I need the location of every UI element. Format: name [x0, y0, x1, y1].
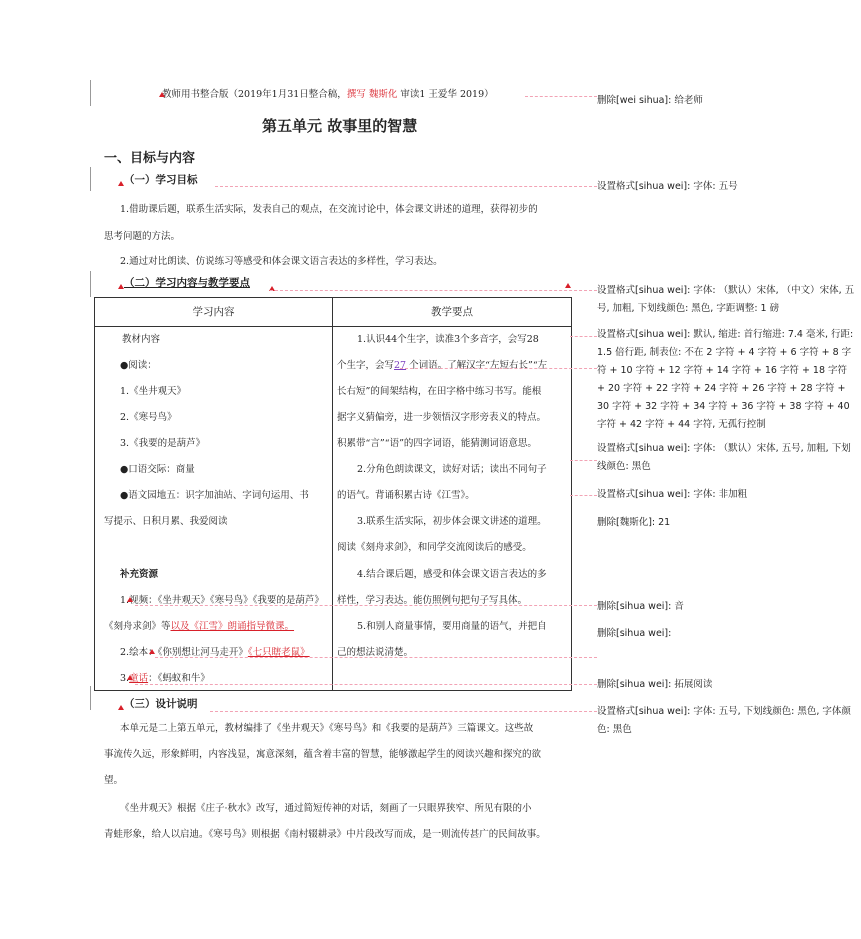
list-label: 视频 [129, 595, 149, 606]
paragraph: 《坐井观天》根据《庄子·秋水》改写，通过简短传神的对话，刻画了一只眼界狭窄、所见有限的小 [120, 803, 532, 814]
table-divider [95, 326, 571, 327]
table-cell-text: 5.和别人商量事情，要用商量的语气，并把自 [357, 621, 547, 632]
comment-connector [135, 684, 597, 685]
paragraph: 本单元是二上第五单元，教材编排了《坐井观天》《寒号鸟》和《我要的是葫芦》三篇课文。这些故 [120, 723, 534, 734]
list-text: ：《你别想让河马走开》 [148, 647, 248, 658]
insertion-caret [149, 649, 155, 654]
table-cell-text: ●口语交际：商量 [120, 464, 195, 475]
subsection-heading: （三）设计说明 [124, 698, 198, 710]
comment-connector [570, 495, 597, 496]
list-number: 3. [120, 673, 130, 684]
table-cell-text: ●阅读： [120, 360, 157, 371]
paragraph: 事流传久远，形象鲜明，内容浅显，寓意深刻，蕴含着丰富的智慧，能够激起学生的阅读兴趣和探究的欲 [104, 749, 542, 760]
list-text: ：《坐井观天》《寒号鸟》《我要的是葫芦》 [148, 595, 324, 606]
table-cell-text: ●语文园地五：识字加油站、字词句运用、书 [120, 490, 309, 501]
list-text: 个生字，会写 [337, 360, 395, 371]
table-cell-heading: 补充资源 [120, 569, 159, 580]
comment-balloon[interactable]: 删除[sihua wei]: 音 [597, 601, 684, 612]
table-cell-text: 1.《坐井观天》 [120, 386, 187, 397]
paragraph: 2.通过对比朗读、仿说练习等感受和体会课文语言表达的多样性，学习表达。 [120, 256, 443, 267]
doc-header [162, 86, 494, 100]
page-title: 第五单元 故事里的智慧 [262, 117, 418, 135]
table-cell-text: 阅读《刻舟求剑》，和同学交流阅读后的感受。 [337, 542, 532, 553]
list-label: 2.绘本 [120, 647, 149, 658]
table-cell-text: 样性，学习表达。能仿照例句把句子写具体。 [337, 595, 528, 606]
change-bar [90, 167, 91, 191]
comment-connector [400, 368, 597, 369]
subsection-heading: （一）学习目标 [124, 174, 198, 186]
comment-balloon[interactable]: 删除[wei sihua]: 给老师 [597, 95, 703, 106]
inserted-text: 以及《江雪》朗诵指导微课。 [170, 621, 295, 632]
comment-connector [135, 605, 597, 606]
comment-connector [525, 96, 597, 97]
comment-connector [570, 460, 597, 461]
table-cell-text: 3.联系生活实际，初步体会课文讲述的道理。 [357, 516, 547, 527]
paragraph: 思考问题的方法。 [104, 231, 181, 242]
table-cell-text: 写提示、日积月累、我爱阅读 [104, 516, 228, 527]
comment-balloon[interactable]: 删除[sihua wei]: [597, 628, 672, 639]
inserted-text: 27 [394, 360, 407, 371]
table-header-cell: 教学要点 [431, 306, 473, 318]
comment-connector [215, 186, 597, 187]
change-bar [90, 80, 91, 106]
change-bar [90, 271, 91, 297]
section-heading: 一、目标与内容 [104, 151, 196, 166]
table-cell-text [120, 592, 324, 606]
table-cell-text: 积累带“言”“语”的四字词语，能猜测词语意思。 [337, 438, 537, 449]
table-cell-text: 1.认识44个生字，读准3个多音字，会写28 [357, 334, 539, 345]
table-divider [332, 298, 333, 690]
comment-balloon[interactable]: 删除[魏斯化]: 21 [597, 517, 671, 528]
insertion-caret [565, 283, 571, 288]
paragraph: 青蛙形象，给人以启迪。《寒号鸟》则根据《南村辍耕录》中片段改写而成，是一则流传甚广的民间故事。 [104, 829, 546, 840]
list-text: ：《蚂蚁和牛》 [148, 673, 210, 684]
comment-balloon[interactable]: 设置格式[sihua wei]: 字体: （默认）宋体, 五号, 加粗, 下划线颜色: 黑色 [597, 443, 851, 472]
table-cell-text [120, 670, 210, 684]
comment-balloon[interactable]: 设置格式[sihua wei]: 字体: 五号 [597, 181, 738, 192]
subsection-heading: （二）学习内容与教学要点 [124, 277, 250, 289]
comment-balloon[interactable]: 设置格式[sihua wei]: 字体: 非加粗 [597, 489, 748, 500]
list-text: 个词语。了解汉字“左短右长”“左 [406, 360, 548, 371]
table-cell-text: 2.《寒号鸟》 [120, 412, 177, 423]
insertion-caret [127, 675, 133, 680]
table-cell-text: 长右短”的间架结构，在田字格中练习书写。能根 [337, 386, 542, 397]
list-text: 《刻舟求剑》等 [104, 621, 171, 632]
list-number: 1. [120, 595, 130, 606]
table-cell-text: 教材内容 [122, 334, 161, 345]
change-bar [90, 686, 91, 710]
comment-balloon[interactable]: 删除[sihua wei]: 拓展阅读 [597, 679, 713, 690]
table-cell-text [104, 618, 294, 632]
header-author: 撰写 魏斯化 [346, 89, 398, 100]
comment-balloon[interactable]: 设置格式[sihua wei]: 字体: （默认）宋体, （中文）宋体, 五号, 加粗, 下划线颜色: 黑色, 字距调整: 1 磅 [597, 285, 855, 314]
table-cell-text: 2.分角色朗读课文，读好对话；读出不同句子 [357, 464, 547, 475]
table-cell-text: 3.《我要的是葫芦》 [120, 438, 206, 449]
insertion-caret [159, 92, 165, 97]
insertion-caret [127, 597, 133, 602]
table-cell-text: 己的想法说清楚。 [337, 647, 414, 658]
paragraph: 望。 [104, 775, 124, 786]
header-review: 审读1 王爱华 2019） [397, 89, 494, 100]
table-header-cell: 学习内容 [192, 306, 235, 318]
paragraph: 1.借助课后题，联系生活实际，发表自己的观点，在交流讨论中，体会课文讲述的道理，获得初步的 [120, 204, 538, 215]
table-cell-text: 据字义猜偏旁，进一步领悟汉字形旁表义的特点。 [337, 412, 547, 423]
table-cell-text: 4.结合课后题，感受和体会课文语言表达的多 [357, 569, 547, 580]
comment-connector [570, 336, 597, 337]
comment-connector [210, 711, 597, 712]
header-text: 教师用书整合版（2019年1月31日整合稿， [162, 89, 347, 100]
table-cell-text: 的语气。背诵积累古诗《江雪》。 [337, 490, 475, 501]
comment-balloon[interactable]: 设置格式[sihua wei]: 默认, 缩进: 首行缩进: 7.4 毫米, 行距: 1.5 倍行距, 制表位: 不在 2 字符 + 4 字符 + 6 字符 + 8 字符 + 10 字符 + 12 字符 + 14 字符 + 16 字符 + 18 字符 + 20 字符 + 22 字符 + 24 字符 + 26 字符 + 28 字符 + 30 字符 + 32 字符 + 34 字符 + 36 字符 + 38 字符 + 40 字符 + 42 字符 + 44 字符, 无孤行控制 [597, 329, 854, 430]
inserted-text: 童话 [129, 673, 149, 684]
comment-connector [270, 290, 597, 291]
comment-connector [155, 657, 597, 658]
comment-balloon[interactable]: 设置格式[sihua wei]: 字体: 五号, 下划线颜色: 黑色, 字体颜色: 黑色 [597, 706, 851, 735]
inserted-text: 《七只瞎老鼠》 [247, 647, 310, 658]
